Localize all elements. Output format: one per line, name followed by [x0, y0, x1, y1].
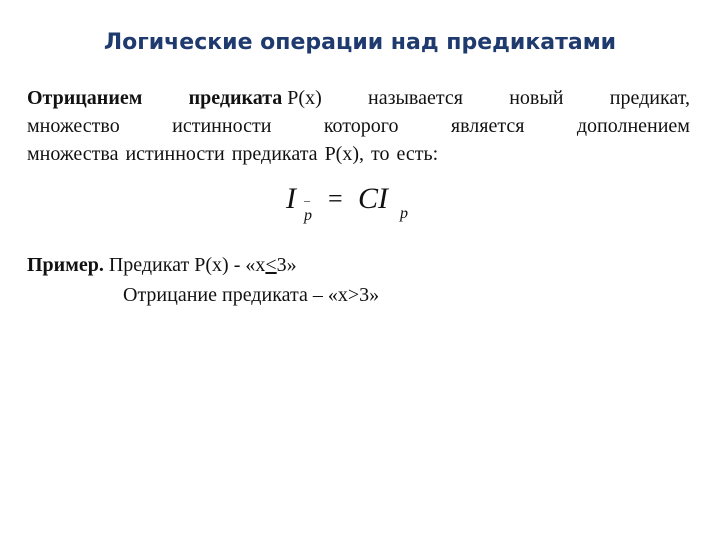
definition-line-2: [27, 112, 690, 140]
formula-rhs-symbol: CI: [358, 182, 388, 215]
definition-word: множества: [27, 143, 119, 165]
definition-word: является: [450, 115, 525, 137]
example-block: [27, 250, 687, 310]
definition-line-3: [27, 140, 690, 168]
formula: [284, 180, 424, 230]
definition-term: Отрицанием: [27, 87, 143, 109]
example-line-1: [27, 250, 687, 280]
definition-word: множество: [27, 115, 120, 137]
example-label: Пример.: [27, 254, 104, 276]
definition-word: которого: [323, 115, 399, 137]
formula-equals: =: [328, 184, 343, 213]
slide-title: Логические операции над предикатами: [103, 30, 617, 55]
formula-lhs-symbol: I: [286, 182, 296, 215]
definition-word: предиката: [231, 143, 318, 165]
definition-word: называется: [368, 87, 463, 109]
example-relation: <: [265, 254, 277, 276]
definition-word: истинности: [125, 143, 225, 165]
formula-lhs-subscript: p: [304, 207, 312, 224]
example-end: 3»: [276, 254, 297, 276]
definition-paragraph: [27, 84, 690, 168]
definition-word: истинности: [172, 115, 272, 137]
definition-word: есть:: [396, 143, 439, 165]
example-predicate: Предикат P(x) - «x: [108, 254, 266, 276]
definition-word: предикат,: [609, 87, 690, 109]
definition-term-2: предиката: [188, 87, 283, 109]
definition-word: дополнением: [576, 115, 690, 137]
example-line-2: Отрицание предиката – «x>3»: [123, 284, 380, 306]
formula-lhs-bar: –: [304, 193, 310, 207]
definition-word: [189, 84, 322, 112]
formula-svg: [284, 180, 424, 230]
definition-word: то: [371, 143, 390, 165]
formula-rhs-subscript: p: [400, 205, 408, 222]
predicate-px: P(x): [287, 87, 322, 109]
definition-line-1: [27, 84, 690, 112]
definition-word: P(x),: [324, 143, 365, 165]
definition-word: новый: [509, 87, 564, 109]
